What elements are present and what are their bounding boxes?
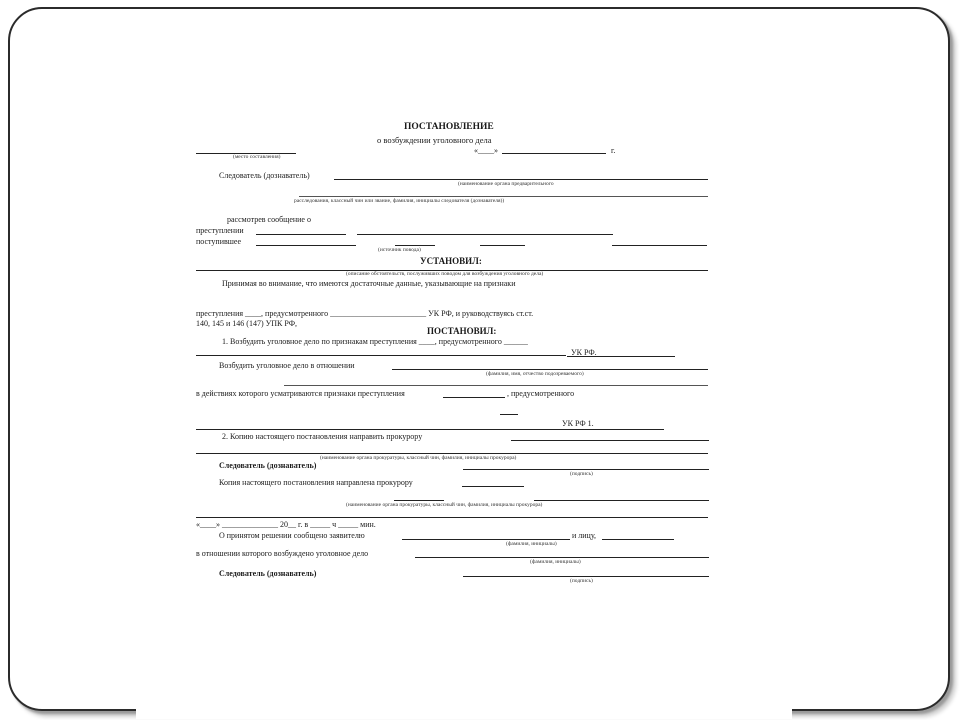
fio-caption-2: (фамилия, инициалы) [506, 541, 557, 547]
entered-label: поступившее [196, 237, 242, 246]
in-actions-text: в действиях которого усматриваются признаки преступления [196, 389, 405, 398]
item1-text: 1. Возбудить уголовное дело по признакам преступления ____, предусмотренного ______ [222, 337, 528, 346]
provided-text: , предусмотренного [507, 389, 575, 398]
prosecutor-line [196, 453, 708, 454]
sign-line-2 [463, 576, 709, 577]
uk-rf-2-label: УК РФ 1. [562, 419, 594, 428]
and-person-line [602, 539, 674, 540]
investigator-sign-label: Следователь (дознаватель) [219, 461, 317, 470]
body-caption: (наименование органа предварительного [458, 181, 554, 187]
investigator-line [334, 179, 708, 180]
circumstances-caption: (описание обстоятельств, послуживших поводом для возбуждения уголовного дела) [346, 271, 544, 277]
fio-caption-3: (фамилия, инициалы) [530, 559, 581, 565]
investigator-label: Следователь (дознаватель) [219, 171, 310, 180]
date-quote: «____» [474, 146, 498, 155]
date-line [502, 153, 606, 154]
crime-label: преступлении [196, 226, 244, 235]
copy-line-c [196, 517, 708, 518]
considered-text: рассмотрев сообщение о [227, 215, 311, 224]
crime-line-1 [256, 234, 346, 235]
uk-rf-underline [567, 356, 675, 357]
short-line [500, 414, 518, 415]
entered-line-1 [256, 245, 356, 246]
resolved-heading: ПОСТАНОВИЛ: [427, 326, 497, 336]
sign-line [463, 469, 709, 470]
time-line-text: «____» ______________ 20__ г. в _____ ч _____ мин. [196, 520, 376, 529]
suspect-line [392, 369, 708, 370]
in-actions-line [443, 397, 505, 398]
crime-line-2 [357, 234, 613, 235]
copy-sent-text: Копия настоящего постановления направлена прокурору [219, 478, 413, 487]
uk-rf-2-line [196, 429, 664, 430]
item1-line [196, 355, 566, 356]
source-caption: (источник повода) [378, 247, 421, 253]
considering-text: Принимая во внимание, что имеются достаточные данные, указывающие на признаки [222, 279, 516, 288]
sign-caption-2: (подпись) [570, 578, 593, 584]
official-line [299, 196, 708, 197]
uk-rf-label: УК РФ. [571, 348, 597, 357]
doc-subtitle: о возбуждении уголовного дела [377, 135, 492, 145]
fio-caption: (фамилия, имя, отчество подозреваемого) [486, 371, 584, 377]
official-caption: расследования, классный чин или звание, фамилия, инициалы следователя (дознавателя)) [294, 198, 505, 204]
sign-caption: (подпись) [570, 471, 593, 477]
articles-text: 140, 145 и 146 (147) УПК РФ, [196, 319, 298, 328]
entered-line-2 [395, 245, 435, 246]
item1b-text: Возбудить уголовное дело в отношении [219, 361, 355, 370]
entered-line-4 [612, 245, 707, 246]
copy-sent-line [462, 486, 524, 487]
decision-line [402, 539, 570, 540]
established-heading: УСТАНОВИЛ: [420, 256, 482, 266]
year-suffix: г. [611, 146, 616, 155]
in-respect-text: в отношении которого возбуждено уголовное дело [196, 549, 369, 558]
decision-notice-text: О принятом решении сообщено заявителю [219, 531, 365, 540]
and-person-text: и лицу, [572, 531, 597, 540]
copy-line-b [534, 500, 709, 501]
entered-line-3 [480, 245, 525, 246]
item2-line [511, 440, 709, 441]
investigator-sign-label-2: Следователь (дознаватель) [219, 569, 317, 578]
copy-line-a [394, 500, 444, 501]
item2-text: 2. Копию настоящего постановления направить прокурору [222, 432, 423, 441]
prosecutor-caption-2: (наименование органа прокуратуры, классный чин, фамилия, инициалы прокурора) [346, 502, 543, 508]
prosecutor-caption: (наименование органа прокуратуры, классный чин, фамилия, инициалы прокурора) [320, 455, 517, 461]
doc-title: ПОСТАНОВЛЕНИЕ [404, 122, 494, 132]
place-caption: (место составления) [233, 154, 281, 160]
in-respect-line [415, 557, 709, 558]
crime-provided-text: преступления ____, предусмотренного ________________________ УК РФ, и руководствуясь ст.ст. [196, 309, 534, 318]
suspect-line-2 [284, 385, 708, 386]
